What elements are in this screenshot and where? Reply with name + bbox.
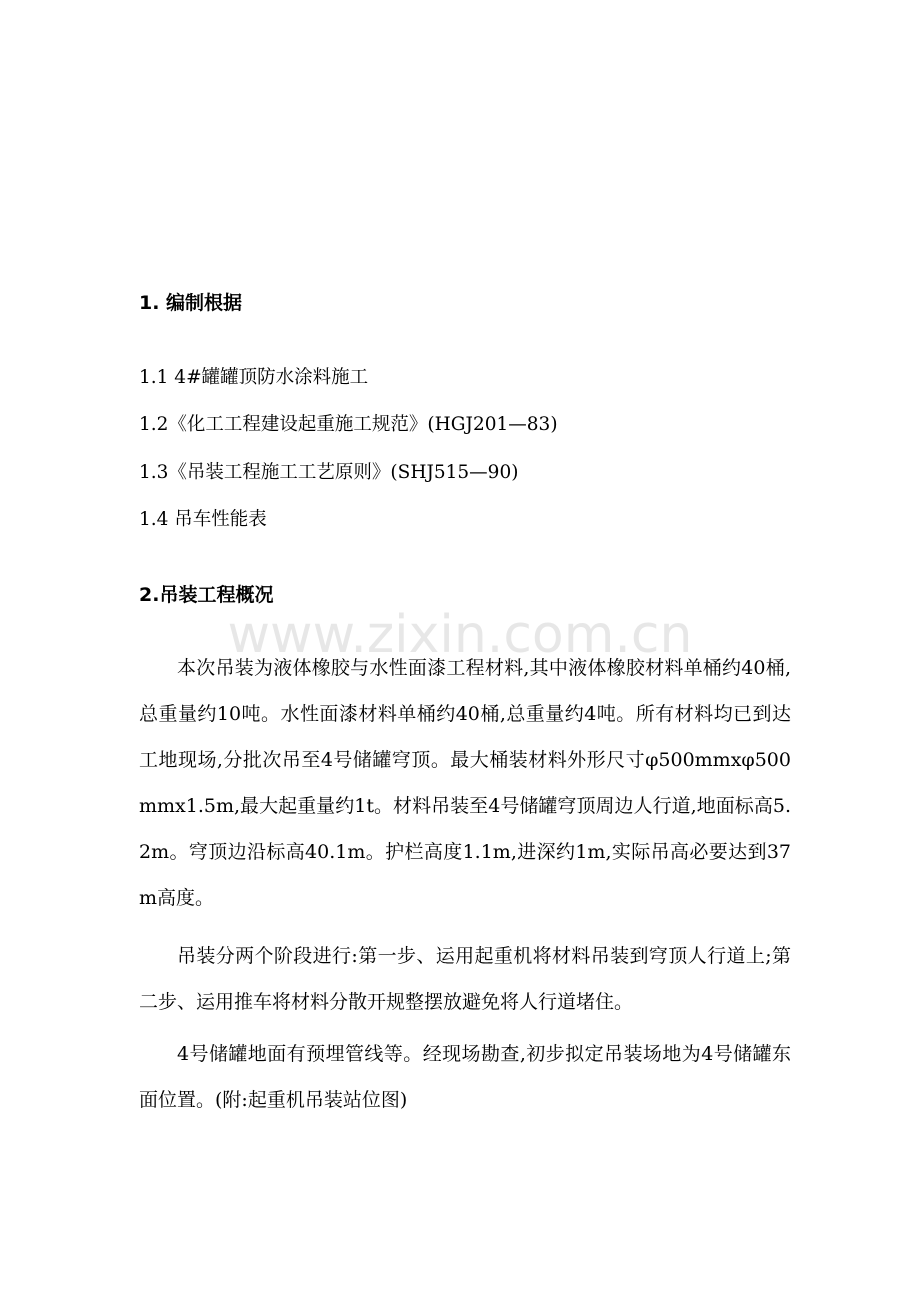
section-heading-overview: 2.吊装工程概况 [139,584,274,606]
overview-paragraph-1: 本次吊装为液体橡胶与水性面漆工程材料,其中液体橡胶材料单桶约40桶,总重量约10吨。水性面漆材料单桶约40桶,总重量约4吨。所有材料均已到达工地现场,分批次吊至4号储罐穹顶。最大桶装材料外形尺寸φ500mmxφ500mmx1.5m,最大起重量约1t。材料吊装至4号储罐穹顶周边人行道,地面标高5.2m。穹顶边沿标高40.1m。护栏高度1.1m,进深约1m,实际吊高必要达到37m高度。 [139,657,791,909]
reference-item-3: 1.3《吊装工程施工工艺原则》(SHJ515—90) [139,462,519,483]
overview-paragraph-2: 吊装分两个阶段进行:第一步、运用起重机将材料吊装到穹顶人行道上;第二步、运用推车将材料分散开规整摆放避免将人行道堵住。 [139,945,791,1013]
section-heading-basis: 1. 编制根据 [139,292,243,314]
reference-item-4: 1.4 吊车性能表 [139,509,267,530]
reference-item-1: 1.1 4#罐罐顶防水涂料施工 [139,367,369,388]
reference-item-2: 1.2《化工工程建设起重施工规范》(HGJ201—83) [139,414,558,435]
overview-paragraph-3: 4号储罐地面有预埋管线等。经现场勘查,初步拟定吊装场地为4号储罐东面位置。(附:起重机吊装站位图) [139,1043,791,1111]
watermark: www.zixin.com.cn [227,605,693,665]
